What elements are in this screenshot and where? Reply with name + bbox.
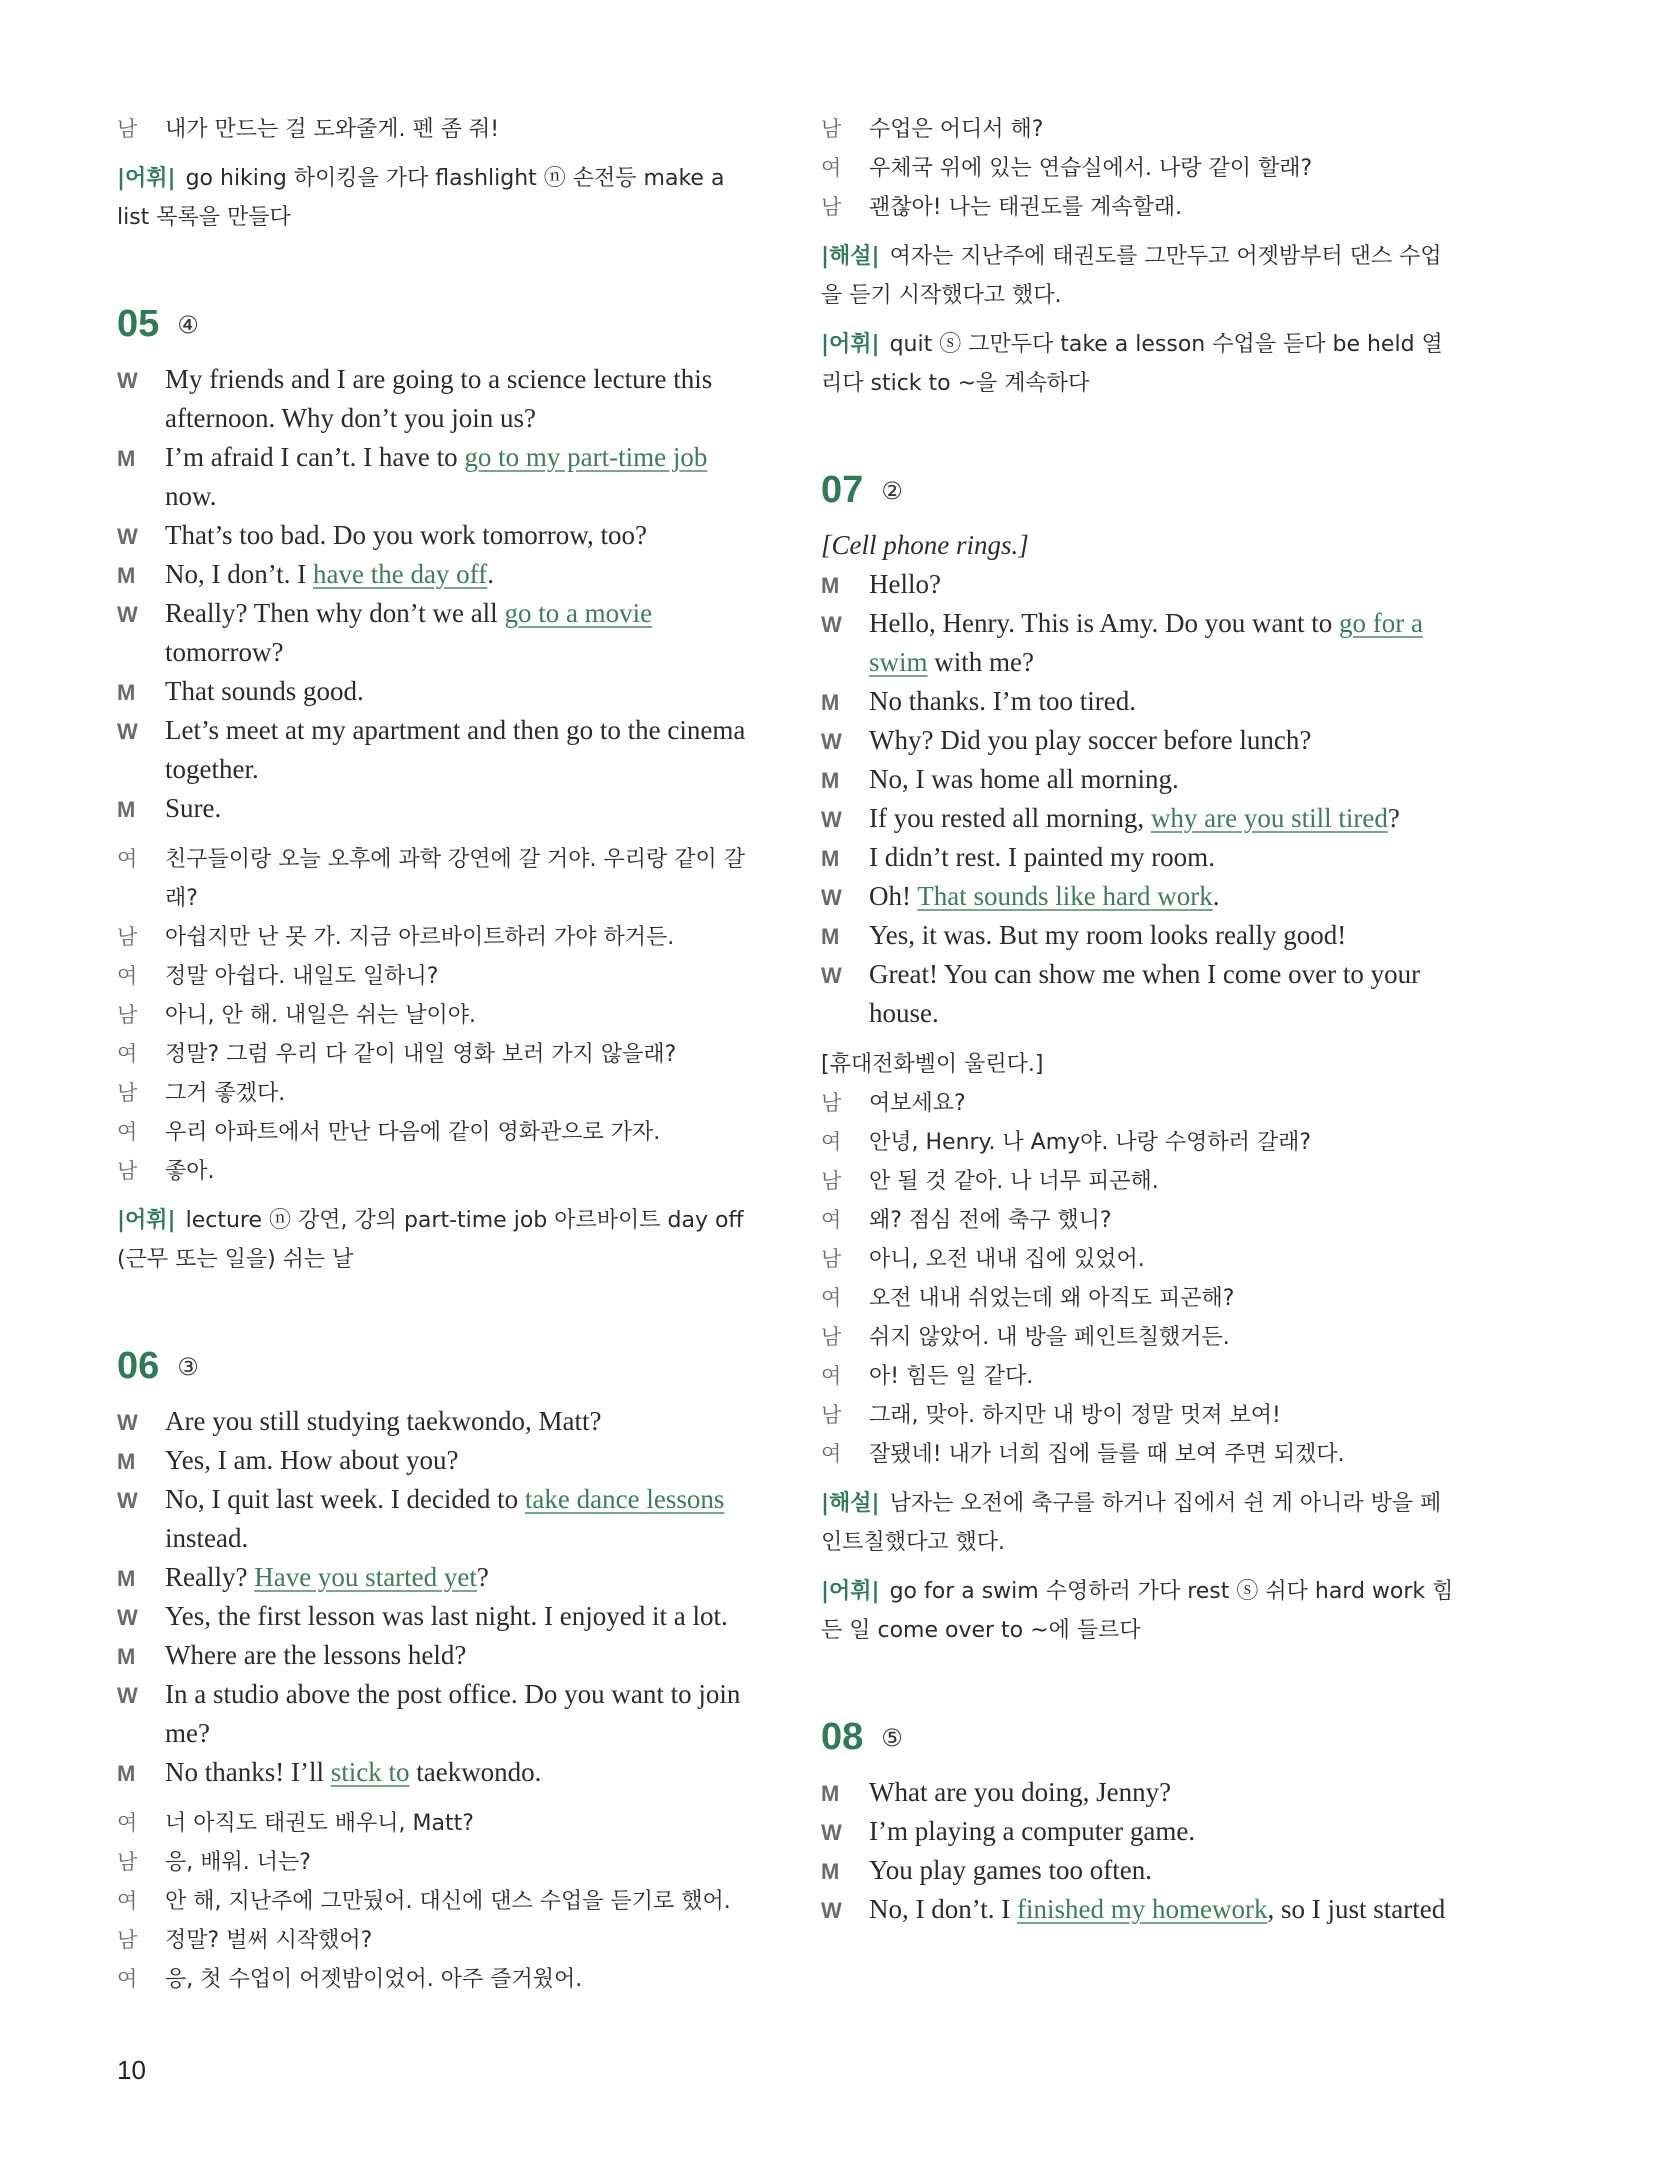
page-number: 10: [117, 2055, 146, 2085]
text-segment: .: [487, 559, 494, 589]
answer-phrase: go to my part-time job: [464, 442, 708, 472]
dialogue-line-ko: [117, 1035, 757, 1074]
dialogue-line-en: [821, 1773, 1461, 1812]
dialogue-line-en: [117, 672, 757, 711]
dialogue-line-en: [117, 1597, 757, 1636]
line-text: [869, 955, 1461, 1033]
dialogue-line-en: [117, 555, 757, 594]
line-text: [165, 438, 757, 516]
answer-phrase: go for a swim: [869, 608, 1423, 677]
line-text: [165, 1558, 757, 1597]
speaker-label: 남: [821, 1169, 842, 1193]
answer-mark: ⑤: [881, 1723, 903, 1752]
line-text: 쉬지 않았어. 내 방을 페인트칠했거든.: [869, 1325, 1230, 1350]
speaker-label: 남: [821, 1091, 842, 1115]
text-segment: No, I quit last week. I decided to: [165, 1484, 525, 1514]
speaker-label: W: [117, 524, 138, 549]
dialogue-line-ko: [117, 1113, 757, 1152]
dialogue-line-en: [821, 916, 1461, 955]
line-text: [869, 877, 1461, 916]
answer-mark: ②: [881, 476, 903, 505]
stage-direction-en: [Cell phone rings.]: [821, 530, 1029, 560]
text-segment: Yes, I am. How about you?: [165, 1445, 459, 1475]
left-column: [117, 110, 757, 1999]
answer-phrase: why are you still tired: [1150, 803, 1388, 833]
speaker-label: 여: [117, 847, 138, 871]
line-text: 아쉽지만 난 못 가. 지금 아르바이트하러 가야 하거든.: [165, 925, 675, 950]
dialogue-line-ko: [821, 1279, 1461, 1318]
line-text: 안녕, Henry. 나 Amy야. 나랑 수영하러 갈래?: [869, 1130, 1312, 1155]
line-text: 내가 만드는 걸 도와줄게. 펜 좀 줘!: [165, 117, 500, 142]
line-text: 정말 아쉽다. 내일도 일하니?: [165, 964, 439, 989]
dialogue-en-07: [821, 565, 1461, 1033]
dialogue-line-ko: [821, 188, 1461, 227]
line-text: [869, 1890, 1461, 1929]
line-text: [869, 565, 1461, 604]
speaker-label: M: [117, 563, 136, 588]
explanation-tag: |해설|: [821, 1491, 880, 1516]
vocab-note: [821, 1572, 1461, 1650]
line-text: [165, 1441, 757, 1480]
text-segment: Why? Did you play soccer before lunch?: [869, 725, 1312, 755]
text-segment: No thanks! I’ll: [165, 1757, 331, 1787]
dialogue-en-06: [117, 1402, 757, 1792]
vocab-tag: |어휘|: [117, 166, 176, 191]
speaker-label: W: [821, 807, 842, 832]
line-text: [165, 555, 757, 594]
vocab-note: [821, 325, 1461, 403]
text-segment: That’s too bad. Do you work tomorrow, too?: [165, 520, 647, 550]
text-segment: I didn’t rest. I painted my room.: [869, 842, 1215, 872]
dialogue-line-en: [821, 877, 1461, 916]
line-text: [869, 1773, 1461, 1812]
dialogue-line-ko: [117, 1960, 757, 1999]
dialogue-line-en: [821, 799, 1461, 838]
question-heading-06: [117, 1345, 757, 1388]
answer-phrase: That sounds like hard work: [917, 881, 1213, 911]
question-number: 05: [117, 303, 160, 345]
dialogue-line-ko: [117, 996, 757, 1035]
line-text: 응, 배워. 너는?: [165, 1850, 311, 1875]
line-text: [869, 721, 1461, 760]
dialogue-line-ko: [117, 110, 757, 149]
line-text: 잘됐네! 내가 너희 집에 들를 때 보여 주면 되겠다.: [869, 1442, 1345, 1467]
speaker-label: 여: [117, 1889, 138, 1913]
line-text: 왜? 점심 전에 축구 했니?: [869, 1208, 1112, 1233]
line-text: [165, 1636, 757, 1675]
question-number: 08: [821, 1716, 864, 1758]
line-text: 안 될 것 같아. 나 너무 피곤해.: [869, 1169, 1159, 1194]
text-segment: now.: [165, 481, 217, 511]
text-segment: , so I just started: [1267, 1894, 1446, 1924]
line-text: [165, 1480, 757, 1558]
line-text: [165, 1402, 757, 1441]
explanation-tag: |해설|: [821, 244, 880, 269]
dialogue-line-en: [821, 1851, 1461, 1890]
dialogue-line-ko: [821, 1240, 1461, 1279]
speaker-label: 남: [117, 1850, 138, 1874]
dialogue-line-ko: [821, 1201, 1461, 1240]
line-text: 아니, 안 해. 내일은 쉬는 날이야.: [165, 1003, 476, 1028]
dialogue-line-en: [117, 438, 757, 516]
dialogue-line-en: [821, 565, 1461, 604]
speaker-label: W: [117, 719, 138, 744]
vocab-text: go hiking 하이킹을 가다 flashlight ⓝ 손전등 make a list 목록을 만들다: [117, 166, 725, 230]
line-text: 우체국 위에 있는 연습실에서. 나랑 같이 할래?: [869, 156, 1313, 181]
dialogue-line-en: [117, 516, 757, 555]
speaker-label: 여: [821, 1286, 842, 1310]
speaker-label: M: [821, 573, 840, 598]
speaker-label: W: [821, 963, 842, 988]
dialogue-line-en: [821, 955, 1461, 1033]
dialogue-line-ko: [117, 918, 757, 957]
line-text: 친구들이랑 오늘 오후에 과학 강연에 갈 거야. 우리랑 같이 갈래?: [165, 847, 745, 911]
line-text: [165, 594, 757, 672]
line-text: 괜찮아! 나는 태권도를 계속할래.: [869, 195, 1183, 220]
speaker-label: 남: [821, 195, 842, 219]
line-text: 너 아직도 태권도 배우니, Matt?: [165, 1811, 474, 1836]
speaker-label: 여: [117, 1120, 138, 1144]
explanation-text: 남자는 오전에 축구를 하거나 집에서 쉰 게 아니라 방을 페인트칠했다고 했다.: [821, 1491, 1442, 1555]
vocab-tag: |어휘|: [117, 1208, 176, 1233]
answer-phrase: go to a movie: [504, 598, 653, 628]
dialogue-line-ko: [821, 1318, 1461, 1357]
speaker-label: 남: [117, 1159, 138, 1183]
speaker-label: 남: [821, 1247, 842, 1271]
dialogue-line-en: [821, 838, 1461, 877]
dialogue-line-ko: [117, 957, 757, 996]
dialogue-line-ko: [821, 1435, 1461, 1474]
vocab-note: [117, 159, 757, 237]
speaker-label: W: [821, 612, 842, 637]
speaker-label: W: [821, 729, 842, 754]
speaker-label: W: [117, 602, 138, 627]
speaker-label: M: [821, 1859, 840, 1884]
dialogue-line-ko: [117, 1152, 757, 1191]
speaker-label: M: [117, 1566, 136, 1591]
dialogue-ko-06: [117, 1804, 757, 1999]
line-text: [165, 1753, 757, 1792]
text-segment: taekwondo.: [409, 1757, 542, 1787]
dialogue-en-08: [821, 1773, 1461, 1929]
dialogue-line-en: [821, 1812, 1461, 1851]
line-text: [869, 799, 1461, 838]
dialogue-ko-06-cont: [821, 110, 1461, 227]
line-text: [869, 1812, 1461, 1851]
dialogue-line-en: [117, 711, 757, 789]
text-segment: ?: [1387, 803, 1400, 833]
line-text: 아니, 오전 내내 집에 있었어.: [869, 1247, 1145, 1272]
text-segment: Yes, it was. But my room looks really good!: [869, 920, 1347, 950]
line-text: [165, 360, 757, 438]
line-text: [165, 1675, 757, 1753]
dialogue-line-en: [117, 1675, 757, 1753]
text-segment: ?: [476, 1562, 489, 1592]
speaker-label: 여: [117, 1967, 138, 1991]
speaker-label: W: [117, 1488, 138, 1513]
line-text: 안 해, 지난주에 그만뒀어. 대신에 댄스 수업을 듣기로 했어.: [165, 1889, 731, 1914]
dialogue-line-en: [117, 1480, 757, 1558]
line-text: [869, 838, 1461, 877]
right-column: [821, 110, 1461, 1929]
dialogue-line-ko: [821, 1084, 1461, 1123]
answer-phrase: stick to: [330, 1757, 410, 1787]
vocab-tag: |어휘|: [821, 332, 880, 357]
question-heading-05: [117, 303, 757, 346]
line-text: 그거 좋겠다.: [165, 1081, 286, 1106]
line-text: 오전 내내 쉬었는데 왜 아직도 피곤해?: [869, 1286, 1235, 1311]
speaker-label: M: [117, 1761, 136, 1786]
dialogue-line-en: [117, 360, 757, 438]
vocab-text: quit ⓢ 그만두다 take a lesson 수업을 듣다 be held 열리다 stick to ~을 계속하다: [821, 332, 1443, 396]
speaker-label: W: [117, 1605, 138, 1630]
text-segment: No thanks. I’m too tired.: [869, 686, 1136, 716]
text-segment: Really? Then why don’t we all: [165, 598, 505, 628]
text-segment: instead.: [165, 1523, 249, 1553]
dialogue-line-ko: [821, 1357, 1461, 1396]
speaker-label: 여: [821, 1130, 842, 1154]
line-text: [165, 672, 757, 711]
dialogue-en-05: [117, 360, 757, 828]
speaker-label: 여: [117, 1042, 138, 1066]
speaker-label: 남: [117, 1081, 138, 1105]
speaker-label: 여: [821, 1364, 842, 1388]
dialogue-line-ko: [821, 110, 1461, 149]
line-text: [165, 711, 757, 789]
speaker-label: 남: [117, 925, 138, 949]
dialogue-line-en: [821, 604, 1461, 682]
dialogue-ko-05: [117, 840, 757, 1191]
line-text: 아! 힘든 일 같다.: [869, 1364, 1034, 1389]
text-segment: Are you still studying taekwondo, Matt?: [165, 1406, 602, 1436]
text-segment: Where are the lessons held?: [165, 1640, 467, 1670]
text-segment: Let’s meet at my apartment and then go to the cinema together.: [165, 715, 746, 784]
text-segment: Sure.: [165, 793, 222, 823]
speaker-label: 남: [821, 1403, 842, 1427]
dialogue-line-en: [117, 1753, 757, 1792]
text-segment: I’m afraid I can’t. I have to: [165, 442, 465, 472]
text-segment: Yes, the first lesson was last night. I enjoyed it a lot.: [165, 1601, 728, 1631]
dialogue-line-ko: [821, 149, 1461, 188]
speaker-label: M: [117, 1449, 136, 1474]
speaker-label: W: [117, 1683, 138, 1708]
speaker-label: M: [117, 680, 136, 705]
speaker-label: W: [117, 1410, 138, 1435]
dialogue-ko-07: [821, 1084, 1461, 1474]
answer-phrase: Have you started yet: [254, 1562, 477, 1592]
text-segment: Oh!: [869, 881, 918, 911]
speaker-label: 여: [821, 156, 842, 180]
dialogue-line-en: [821, 682, 1461, 721]
text-segment: Really?: [165, 1562, 255, 1592]
text-segment: No, I don’t. I: [165, 559, 313, 589]
text-segment: My friends and I are going to a science lecture this afternoon. Why don’t you join us?: [165, 364, 713, 433]
text-segment: Hello, Henry. This is Amy. Do you want to: [869, 608, 1339, 638]
speaker-label: 남: [117, 117, 138, 141]
line-text: [869, 916, 1461, 955]
speaker-label: M: [117, 1644, 136, 1669]
line-text: 우리 아파트에서 만난 다음에 같이 영화관으로 가자.: [165, 1120, 661, 1145]
line-text: [869, 1851, 1461, 1890]
text-segment: with me?: [927, 647, 1034, 677]
answer-phrase: finished my homework: [1017, 1894, 1268, 1924]
line-text: 응, 첫 수업이 어젯밤이었어. 아주 즐거웠어.: [165, 1967, 583, 1992]
speaker-label: 남: [117, 1928, 138, 1952]
dialogue-line-en: [821, 760, 1461, 799]
dialogue-line-en: [117, 1636, 757, 1675]
speaker-label: M: [821, 768, 840, 793]
dialogue-line-ko: [821, 1396, 1461, 1435]
line-text: [869, 682, 1461, 721]
line-text: 정말? 그럼 우리 다 같이 내일 영화 보러 가지 않을래?: [165, 1042, 677, 1067]
stage-direction-ko: [휴대전화벨이 울린다.]: [821, 1052, 1044, 1077]
answer-mark: ④: [177, 310, 199, 339]
dialogue-line-en: [821, 1890, 1461, 1929]
line-text: [165, 789, 757, 828]
speaker-label: 남: [821, 1325, 842, 1349]
line-text: 여보세요?: [869, 1091, 966, 1116]
line-text: 정말? 벌써 시작했어?: [165, 1928, 373, 1953]
dialogue-line-en: [821, 721, 1461, 760]
speaker-label: M: [821, 924, 840, 949]
text-segment: tomorrow?: [165, 637, 284, 667]
text-segment: In a studio above the post office. Do you want to join me?: [165, 1679, 741, 1748]
dialogue-line-en: [117, 789, 757, 828]
text-segment: Great! You can show me when I come over to your house.: [869, 959, 1421, 1028]
dialogue-line-ko: [821, 1162, 1461, 1201]
speaker-label: 여: [821, 1442, 842, 1466]
speaker-label: W: [117, 368, 138, 393]
dialogue-line-ko: [117, 1843, 757, 1882]
dialogue-line-en: [117, 1558, 757, 1597]
dialogue-line-ko: [117, 1882, 757, 1921]
line-text: 수업은 어디서 해?: [869, 117, 1044, 142]
text-segment: If you rested all morning,: [869, 803, 1151, 833]
question-heading-08: [821, 1716, 1461, 1759]
dialogue-line-en: [117, 594, 757, 672]
dialogue-line-ko: [117, 840, 757, 918]
vocab-tag: |어휘|: [821, 1579, 880, 1604]
line-text: [165, 516, 757, 555]
speaker-label: M: [821, 1781, 840, 1806]
line-text: 좋아.: [165, 1159, 215, 1184]
speaker-label: M: [117, 797, 136, 822]
text-segment: You play games too often.: [869, 1855, 1152, 1885]
speaker-label: W: [821, 1820, 842, 1845]
explanation-note: [821, 1484, 1461, 1562]
speaker-label: 여: [821, 1208, 842, 1232]
dialogue-line-ko: [821, 1123, 1461, 1162]
dialogue-line-en: [117, 1441, 757, 1480]
speaker-label: 여: [117, 964, 138, 988]
speaker-label: 남: [117, 1003, 138, 1027]
line-text: 그래, 맞아. 하지만 내 방이 정말 멋져 보여!: [869, 1403, 1281, 1428]
text-segment: No, I was home all morning.: [869, 764, 1179, 794]
text-segment: I’m playing a computer game.: [869, 1816, 1196, 1846]
answer-mark: ③: [177, 1352, 199, 1381]
question-number: 06: [117, 1345, 160, 1387]
dialogue-line-ko: [117, 1804, 757, 1843]
line-text: [869, 604, 1461, 682]
answer-phrase: have the day off: [313, 559, 488, 589]
speaker-label: M: [117, 446, 136, 471]
text-segment: No, I don’t. I: [869, 1894, 1017, 1924]
text-segment: .: [1212, 881, 1220, 911]
vocab-text: lecture ⓝ 강연, 강의 part-time job 아르바이트 day off (근무 또는 일을) 쉬는 날: [117, 1208, 744, 1272]
speaker-label: 남: [821, 117, 842, 141]
dialogue-line-en: [117, 1402, 757, 1441]
dialogue-line-ko: [117, 1074, 757, 1113]
question-number: 07: [821, 469, 864, 511]
speaker-label: 여: [117, 1811, 138, 1835]
speaker-label: W: [821, 885, 842, 910]
line-text: [869, 760, 1461, 799]
speaker-label: M: [821, 690, 840, 715]
text-segment: That sounds good.: [165, 676, 364, 706]
text-segment: Hello?: [869, 569, 941, 599]
line-text: [165, 1597, 757, 1636]
dialogue-line-ko: [117, 1921, 757, 1960]
speaker-label: M: [821, 846, 840, 871]
question-heading-07: [821, 469, 1461, 512]
explanation-note: [821, 237, 1461, 315]
speaker-label: W: [821, 1898, 842, 1923]
text-segment: What are you doing, Jenny?: [869, 1777, 1172, 1807]
explanation-text: 여자는 지난주에 태권도를 그만두고 어젯밤부터 댄스 수업을 듣기 시작했다고 했다.: [821, 244, 1442, 308]
vocab-note: [117, 1201, 757, 1279]
answer-phrase: take dance lessons: [524, 1484, 725, 1514]
vocab-text: go for a swim 수영하러 가다 rest ⓢ 쉬다 hard work 힘든 일 come over to ~에 들르다: [821, 1579, 1454, 1643]
